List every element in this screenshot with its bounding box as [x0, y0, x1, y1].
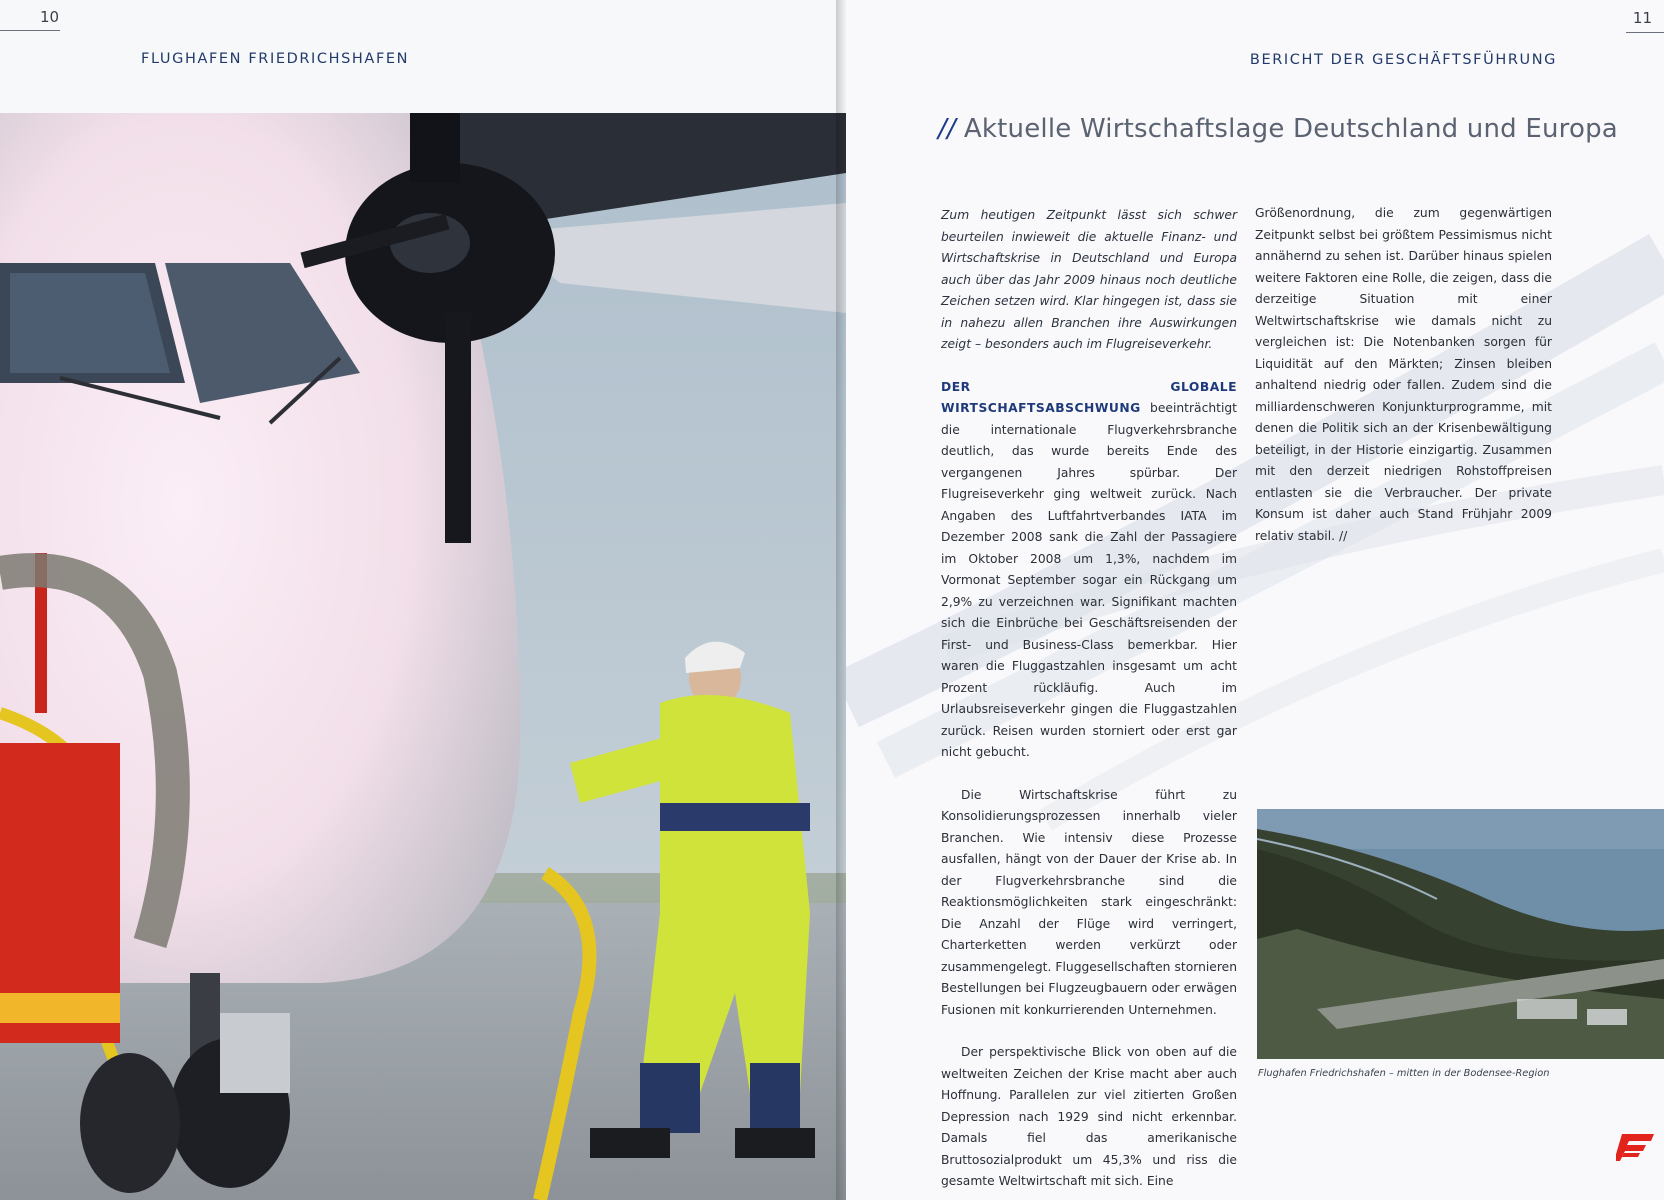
page-number-right: 11 [1632, 9, 1652, 27]
paragraph-consolidation: Die Wirtschaftskrise führt zu Konsolidierungsprozessen innerhalb vieler Branchen. Wie intensiv diese Prozesse ausfallen, hängt von der Dauer der Krise ab. In der Flugverkehrsbranche sind die Reaktionsmöglichkeiten stark eingeschränkt: Die Anzahl der Flüge wird verringert, Charterketten werden verkürzt oder zusammengelegt. Fluggesellschaften stornieren Bestellungen bei Flugzeugbauern oder erwägen Fusionen mit konkurrierenden Unternehmen. [941, 787, 1237, 1017]
text-column-left [941, 205, 1237, 1200]
page-number-left: 10 [40, 8, 60, 26]
page-number-rule-left [0, 30, 60, 31]
heading-text: Aktuelle Wirtschaftslage Deutschland und Europa [963, 114, 1618, 144]
running-header-left: FLUGHAFEN FRIEDRICHSHAFEN [141, 51, 410, 67]
heading-slash-mark: // [938, 114, 956, 144]
end-slash-mark: // [1335, 528, 1348, 543]
photo-caption: Flughafen Friedrichshafen – mitten in der Bodensee-Region [1258, 1068, 1550, 1079]
aerial-lake-photo [1257, 809, 1664, 1059]
right-page [846, 0, 1664, 1200]
paragraph-continuation [1255, 203, 1552, 547]
running-header-right: BERICHT DER GESCHÄFTSFÜHRUNG [1249, 52, 1557, 68]
text-column-right [1255, 203, 1552, 568]
paragraph-continuation-text: Größenordnung, die zum gegenwärtigen Zeitpunkt selbst bei größtem Pessimismus nicht annähernd zu sehen ist. Darüber hinaus spielen weitere Faktoren eine Rolle, die zeigen, dass die derzeitige Situation mit einer Weltwirtschaftskrise wie damals nicht zu vergleichen ist: Die Notenbanken sorgen für Liquidität auf den Märkten; Zinsen bleiben anhaltend niedrig oder fallen. Zudem sind die milliardenschweren Konjunkturprogramme, mit denen die Politik sich an der Krisenbewältigung beteiligt, in der Historie einzigartig. Zusammen mit den derzeit niedrigen Rohstoffpreisen entlasten sie die Verbraucher. Der private Konsum ist daher auch Stand Frühjahr 2009 relativ stabil. [1255, 206, 1552, 543]
paragraph-body: beeinträchtigt die internationale Flugverkehrsbranche deutlich, das wurde bereits Ende des vergangenen Jahres spürbar. Der Flugreiseverkehr ging weltweit zurück. Nach Angaben des Luftfahrtverbandes IATA im Dezember 2008 sank die Zahl der Passagiere im Oktober 2008 um 1,3%, nachdem im Vormonat September sogar ein Rückgang um 2,9% zu verzeichnen war. Signifikant machten sich die Einbrüche bei Geschäftsreisenden der First- und Business-Class bemerkbar. Hier waren die Fluggastzahlen insgesamt um acht Prozent rückläufig. Auch im Urlaubsreiseverkehr gingen die Fluggastzahlen zurück. Reisen wurden storniert oder erst gar nicht gebucht. [941, 401, 1237, 759]
page-number-rule-right [1626, 32, 1664, 33]
paragraph-caps-intro: DER GLOBALE WIRTSCHAFTSABSCHWUNG [941, 379, 1237, 415]
section-heading [938, 114, 1638, 144]
airplane-refueling-photo [0, 113, 846, 1200]
paragraph-economic-downturn [941, 377, 1237, 764]
airport-logo-icon [1616, 1132, 1654, 1162]
paragraph-perspective: Der perspektivische Blick von oben auf die weltweiten Zeichen der Krise macht aber auch Hoffnung. Parallelen zur viel zitierten Großen Depression nach 1929 sind nicht erkennbar. Damals fiel das amerikanische Bruttosozialprodukt um 45,3% und riss die gesamte Weltwirtschaft mit sich. Eine [941, 1045, 1237, 1188]
lead-paragraph: Zum heutigen Zeitpunkt lässt sich schwer beurteilen inwieweit die aktuelle Finanz- und Wirtschaftskrise in Deutschland und Europa auch über das Jahr 2009 hinaus noch deutliche Zeichen setzen wird. Klar hingegen ist, dass sie in nahezu allen Branchen ihre Auswirkungen zeigt – besonders auch im Flugreiseverkehr. [941, 208, 1237, 351]
